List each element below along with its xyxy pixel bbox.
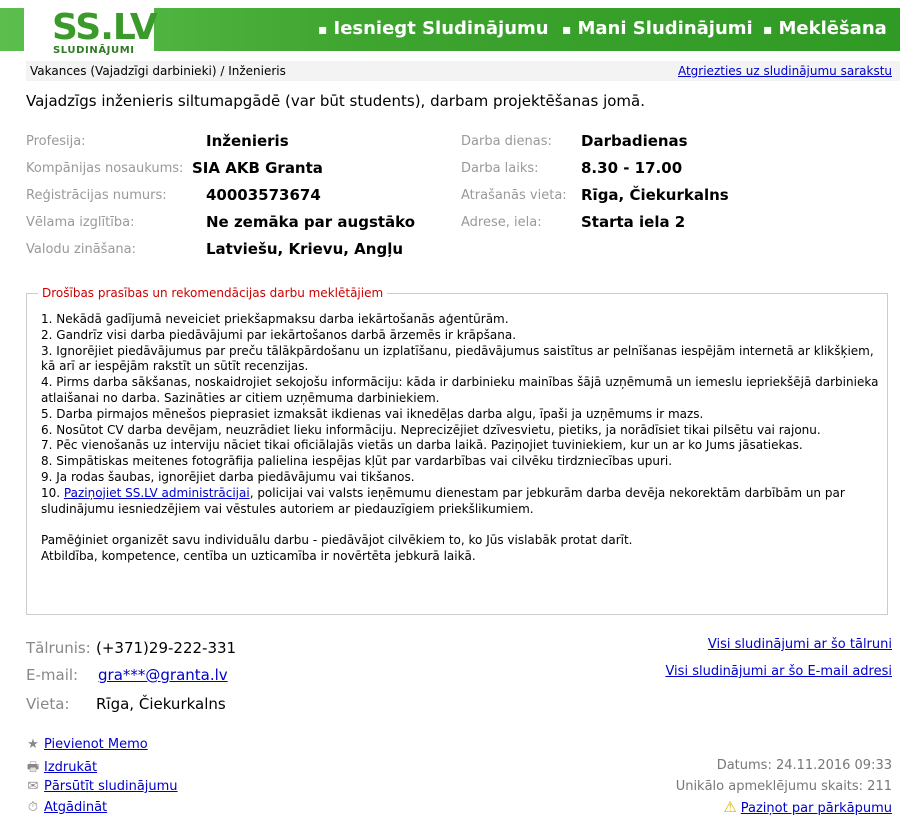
- action-forward[interactable]: [26, 779, 178, 795]
- detail-label-worktime: Darba laiks:: [461, 161, 539, 176]
- detail-value-worktime: 8.30 - 17.00: [581, 159, 683, 177]
- warning-item: 8. Simpātiskas meitenes fotogrāfija palielina iespējas kļūt par vardarbības vai cilvēku tirdzniecības upuri.: [41, 454, 673, 469]
- nav-search[interactable]: ▪ Meklēšana: [763, 17, 887, 41]
- detail-label-workdays: Darba dienas:: [461, 134, 552, 149]
- detail-value-profession: Inženieris: [206, 132, 289, 150]
- warning-item: 9. Ja rodas šaubas, ignorējiet darba piedāvājumu vai tikšanos.: [41, 469, 415, 484]
- forward-link[interactable]: Pārsūtīt sludinājumu: [44, 779, 178, 794]
- detail-value-company: SIA AKB Granta: [192, 159, 323, 177]
- detail-value-reg-number: 40003573674: [206, 186, 321, 204]
- warning-item-10-text: , policijai vai valsts ieņēmumu dienestam par jebkurām darba devēja nekorektām darbībām un par sludinājumu iesniedzējiem vai vēstules autoriem ar piedauzīgiem priekšlikumiem.: [41, 485, 845, 516]
- detail-value-education: Ne zemāka par augstāko: [206, 213, 416, 231]
- remind-link[interactable]: Atgādināt: [44, 800, 108, 815]
- warning-item: 7. Pēc vienošanās uz interviju nāciet tikai oficiālajās vietās un darba laikā. Paziņojiet tuviniekiem, kur un ar ko Jums jāsatiekas.: [41, 438, 803, 453]
- email-link[interactable]: gra***@granta.lv: [98, 666, 228, 684]
- breadcrumb-bar: [26, 61, 900, 81]
- warning-closing-line: Atbildība, kompetence, centība un uzticamība ir novērtēta jebkurā laikā.: [41, 548, 476, 563]
- detail-label-languages: Valodu zināšana:: [26, 242, 137, 257]
- all-ads-by-email-link[interactable]: Visi sludinājumi ar šo E-mail adresi: [665, 664, 892, 679]
- detail-value-workdays: Darbadienas: [581, 132, 688, 150]
- detail-label-address: Adrese, iela:: [461, 215, 542, 230]
- safety-warning-title: Drošības prasības un rekomendācijas darbu meklētājiem: [38, 286, 387, 300]
- detail-value-languages: Latviešu, Krievu, Angļu: [206, 240, 404, 258]
- detail-label-education: Vēlama izglītība:: [26, 215, 135, 230]
- breadcrumb[interactable]: Vakances (Vajadzīgi darbinieki) / Inženieris: [30, 64, 286, 78]
- report-violation[interactable]: [723, 798, 892, 816]
- warning-item: 6. Nosūtot CV darba devējam, neuzrādiet lieku informāciju. Neprecizējiet dzīvesvietu, pietiks, ja norādīsiet tikai pilsētu vai rajonu.: [41, 422, 821, 437]
- logo-container[interactable]: [24, 6, 157, 56]
- detail-label-profession: Profesija:: [26, 134, 86, 149]
- warning-item: 5. Darba pirmajos mēnešos pieprasiet izmaksāt ikdienas vai iknedēļas darba algu, īpaši ja uzņēmums ir mazs.: [41, 406, 704, 421]
- place-label: Vieta:: [26, 695, 70, 713]
- ad-headline: Vajadzīgs inženieris siltumapgādē (var būt students), darbam projektēšanas jomā.: [26, 92, 645, 110]
- notify-admin-link[interactable]: Paziņojiet SS.LV administrācijai: [63, 485, 250, 500]
- detail-label-location: Atrašanās vieta:: [461, 188, 567, 203]
- envelope-icon: ✉: [27, 779, 39, 794]
- printer-icon: 🖶: [26, 760, 40, 775]
- site-header: [0, 0, 900, 56]
- warning-item-10-prefix: 10.: [41, 485, 64, 500]
- post-date: Datums: 24.11.2016 09:33: [716, 758, 892, 773]
- back-to-list-link[interactable]: Atgriezties uz sludinājumu sarakstu: [677, 64, 892, 78]
- all-ads-by-phone-link[interactable]: Visi sludinājumi ar šo tālruni: [707, 637, 892, 652]
- warning-item: 2. Gandrīz visi darba piedāvājumi par iekārtošanos darbā ārzemēs ir krāpšana.: [41, 327, 517, 342]
- warning-triangle-icon: ⚠: [723, 798, 737, 816]
- nav-submit-ad[interactable]: ▪ Iesniegt Sludinājumu: [318, 17, 549, 41]
- detail-label-reg-number: Reģistrācijas numurs:: [26, 188, 167, 203]
- detail-value-location: Rīga, Čiekurkalns: [581, 186, 729, 204]
- print-link[interactable]: Izdrukāt: [44, 760, 98, 775]
- action-add-memo[interactable]: [26, 737, 148, 753]
- detail-value-address: Starta iela 2: [581, 213, 686, 231]
- phone-label: Tālrunis:: [26, 639, 91, 657]
- safety-warning-list: [41, 312, 881, 565]
- warning-item: 4. Pirms darba sākšanas, noskaidrojiet sekojošu informāciju: kāda ir darbinieku mainības šājā uzņēmumā un iemeslu iepriekšējā darbinieka atlaišanai no darba. Sazināties ar citiem uzņēmuma darbiniekiem.: [41, 375, 879, 405]
- add-memo-link[interactable]: Pievienot Memo: [44, 737, 148, 752]
- unique-visits: Unikālo apmeklējumu skaits: 211: [675, 779, 892, 794]
- phone-value: (+371)29-222-331: [96, 639, 237, 657]
- place-value: Rīga, Čiekurkalns: [96, 695, 226, 713]
- site-logo-subtitle: SLUDINĀJUMI: [53, 45, 135, 56]
- warning-closing-line: Pamēģiniet organizēt savu individuālu darbu - piedāvājot cilvēkiem to, ko Jūs vislabāk protat darīt.: [41, 533, 633, 548]
- warning-item: 3. Ignorējiet piedāvājumus par preču tālākpārdošanu un izplatīšanu, piedāvājumus saistītus ar pelnīšanas iespējām internetā ar klikšķiem, kā arī ar iespējām rakstīt un sūtīt recenzijas.: [41, 343, 874, 374]
- nav-my-ads[interactable]: ▪ Mani Sludinājumi: [562, 17, 753, 41]
- warning-item-10: [41, 486, 881, 518]
- site-logo[interactable]: SS.LV: [52, 7, 157, 48]
- star-icon: ★: [27, 737, 39, 752]
- email-label: E-mail:: [26, 666, 79, 684]
- clock-icon: ⏱: [27, 800, 39, 815]
- warning-item: 1. Nekādā gadījumā neveiciet priekšapmaksu darba iekārtošanās aģentūrām.: [41, 312, 509, 326]
- detail-label-company: Kompānijas nosaukums:: [26, 161, 184, 176]
- action-remind[interactable]: [26, 800, 107, 816]
- action-print[interactable]: [26, 758, 97, 774]
- report-violation-link[interactable]: Paziņot par pārkāpumu: [740, 801, 892, 816]
- spacer: [41, 517, 881, 533]
